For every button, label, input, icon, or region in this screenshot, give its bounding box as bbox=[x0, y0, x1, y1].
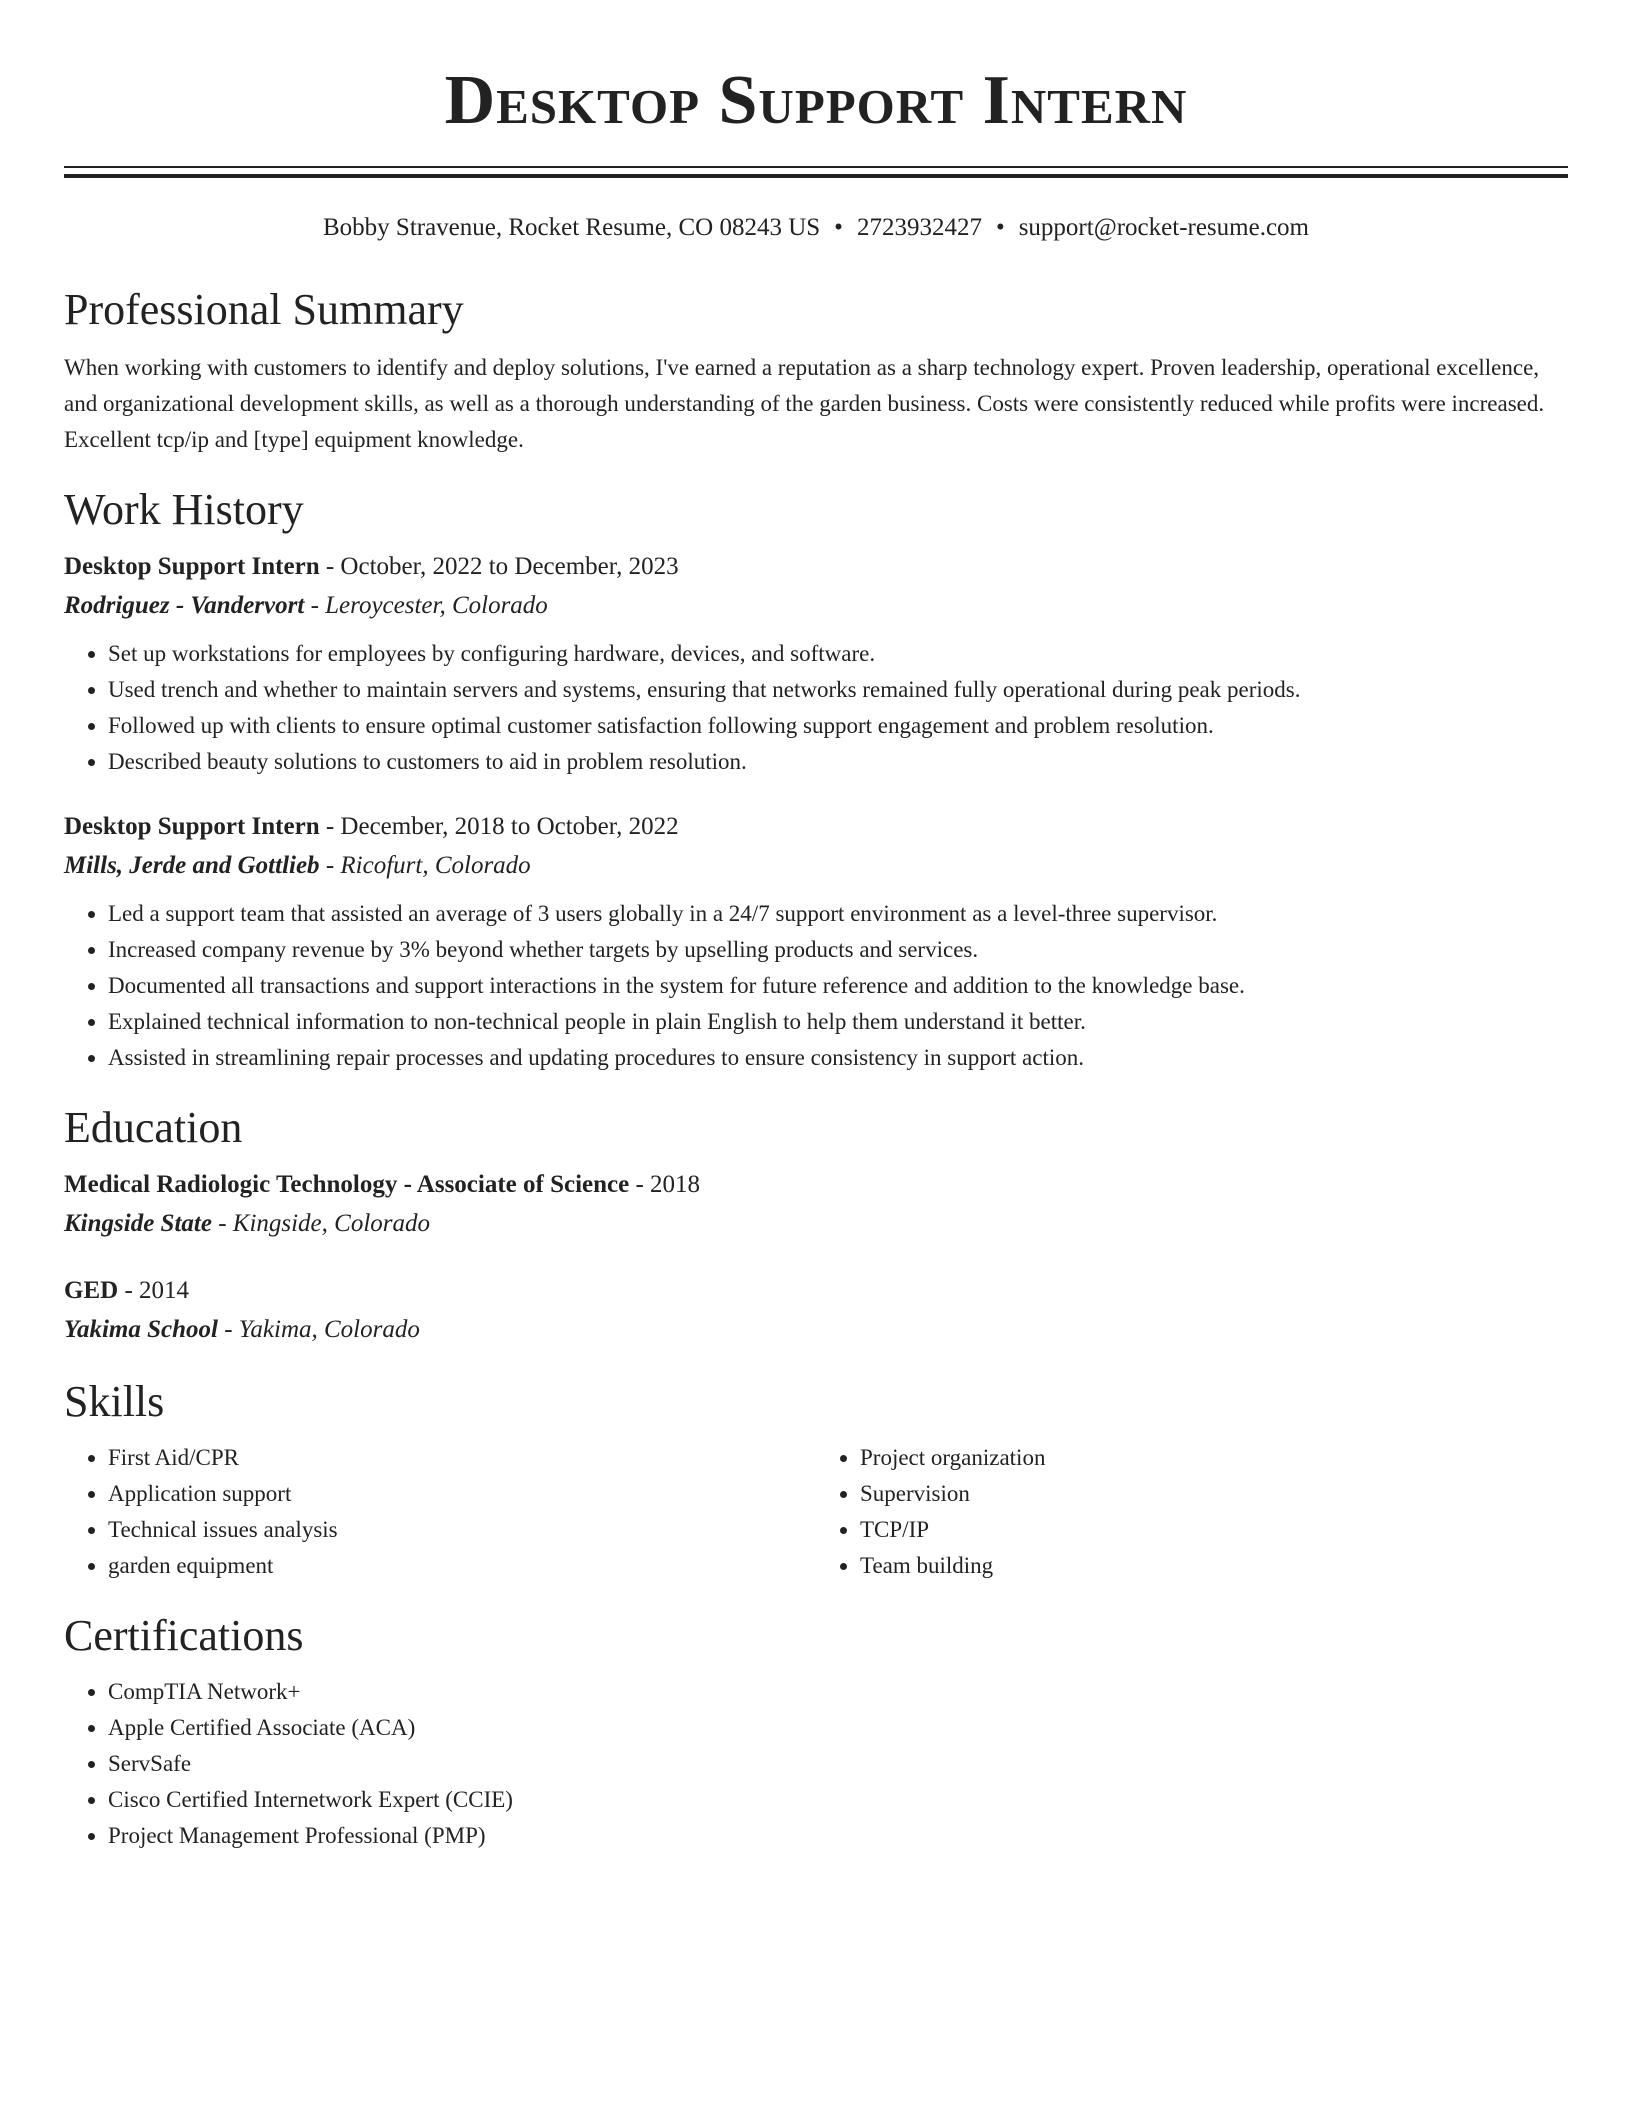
job-bullets bbox=[64, 896, 1568, 1076]
resume-page bbox=[64, 0, 1568, 1854]
contact-email: support@rocket-resume.com bbox=[1018, 214, 1309, 241]
skills-column-right bbox=[816, 1440, 1568, 1584]
skill-item: • garden equipment bbox=[108, 1548, 816, 1584]
skill-item: • Supervision bbox=[860, 1476, 1568, 1512]
job-bullet: • Assisted in streamlining repair processes and updating procedures to ensure consistency in support action. bbox=[108, 1040, 1568, 1076]
job-dates: - October, 2022 to December, 2023 bbox=[319, 553, 679, 580]
job-bullet: • Explained technical information to non-technical people in plain English to help them understand it better. bbox=[108, 1004, 1568, 1040]
skills-heading: Skills bbox=[64, 1377, 165, 1426]
summary-heading: Professional Summary bbox=[64, 285, 464, 334]
school-name: Kingside State bbox=[64, 1210, 212, 1237]
job-bullet: • Documented all transactions and support interactions in the system for future reference and addition to the knowledge base. bbox=[108, 968, 1568, 1004]
degree-line bbox=[64, 1166, 1568, 1204]
job-entry bbox=[64, 548, 1568, 780]
skill-item: • Application support bbox=[108, 1476, 816, 1512]
resume-title: Desktop Support Intern bbox=[444, 62, 1188, 139]
school-line bbox=[64, 1204, 1568, 1244]
certifications-heading: Certifications bbox=[64, 1611, 304, 1660]
job-entry bbox=[64, 808, 1568, 1076]
job-bullets bbox=[64, 636, 1568, 780]
title-divider-thick bbox=[64, 174, 1568, 178]
skills-grid bbox=[64, 1440, 1568, 1584]
skill-item: • Project organization bbox=[860, 1440, 1568, 1476]
skill-item: • Team building bbox=[860, 1548, 1568, 1584]
certification-item: • CompTIA Network+ bbox=[108, 1674, 1568, 1710]
job-bullet: • Set up workstations for employees by configuring hardware, devices, and software. bbox=[108, 636, 1568, 672]
school-name: Yakima School bbox=[64, 1316, 218, 1343]
school-location: - Yakima, Colorado bbox=[217, 1316, 420, 1343]
job-bullet: • Increased company revenue by 3% beyond whether targets by upselling products and services. bbox=[108, 932, 1568, 968]
education-entry bbox=[64, 1272, 1568, 1350]
job-dates: - December, 2018 to October, 2022 bbox=[319, 813, 679, 840]
job-bullet: • Followed up with clients to ensure optimal customer satisfaction following support engagement and problem resolution. bbox=[108, 708, 1568, 744]
degree-year: - 2018 bbox=[629, 1171, 701, 1198]
degree-name: Medical Radiologic Technology - Associate of Science bbox=[64, 1171, 630, 1198]
title-divider-thin bbox=[64, 166, 1568, 168]
contact-address: Bobby Stravenue, Rocket Resume, CO 08243 US bbox=[322, 214, 821, 241]
job-company-line bbox=[64, 586, 1568, 626]
contact-line bbox=[64, 212, 1568, 244]
job-company: Rodriguez - Vandervort bbox=[64, 592, 305, 619]
job-title: Desktop Support Intern bbox=[64, 553, 320, 580]
contact-separator: • bbox=[834, 214, 843, 241]
skill-item: • Technical issues analysis bbox=[108, 1512, 816, 1548]
job-title-line bbox=[64, 548, 1568, 586]
work-history-heading: Work History bbox=[64, 485, 304, 534]
certification-item: • Project Management Professional (PMP) bbox=[108, 1818, 1568, 1854]
certification-item: • ServSafe bbox=[108, 1746, 1568, 1782]
job-title-line bbox=[64, 808, 1568, 846]
education-heading: Education bbox=[64, 1103, 243, 1152]
job-location: - Ricofurt, Colorado bbox=[319, 852, 531, 879]
job-bullet: • Described beauty solutions to customers to aid in problem resolution. bbox=[108, 744, 1568, 780]
job-location: - Leroycester, Colorado bbox=[304, 592, 548, 619]
job-company-line bbox=[64, 846, 1568, 886]
degree-line bbox=[64, 1272, 1568, 1310]
skills-column-left bbox=[64, 1440, 816, 1584]
skill-item: • First Aid/CPR bbox=[108, 1440, 816, 1476]
education-entry bbox=[64, 1166, 1568, 1244]
contact-separator: • bbox=[995, 214, 1005, 241]
school-line bbox=[64, 1310, 1568, 1350]
certifications-list bbox=[64, 1674, 1568, 1854]
certification-item: • Cisco Certified Internetwork Expert (CCIE) bbox=[108, 1782, 1568, 1818]
summary-text: When working with customers to identify and deploy solutions, I've earned a reputation as a sharp technology expert. Proven leadership, operational excellence, and organizational development skills, as well as a thorough understanding of the garden business. Costs were consistently reduced while profits were increased. Excellent tcp/ip and [type] equipment knowledge. bbox=[64, 355, 1545, 452]
certification-item: • Apple Certified Associate (ACA) bbox=[108, 1710, 1568, 1746]
contact-phone: 2723932427 bbox=[856, 214, 982, 241]
school-location: - Kingside, Colorado bbox=[211, 1210, 431, 1237]
job-bullet: • Used trench and whether to maintain servers and systems, ensuring that networks remained fully operational during peak periods. bbox=[108, 672, 1568, 708]
degree-year: - 2014 bbox=[118, 1277, 190, 1304]
degree-name: GED bbox=[64, 1277, 119, 1304]
job-company: Mills, Jerde and Gottlieb bbox=[64, 852, 320, 879]
job-title: Desktop Support Intern bbox=[64, 813, 320, 840]
skill-item: • TCP/IP bbox=[860, 1512, 1568, 1548]
job-bullet: • Led a support team that assisted an average of 3 users globally in a 24/7 support environment as a level-three supervisor. bbox=[108, 896, 1568, 932]
